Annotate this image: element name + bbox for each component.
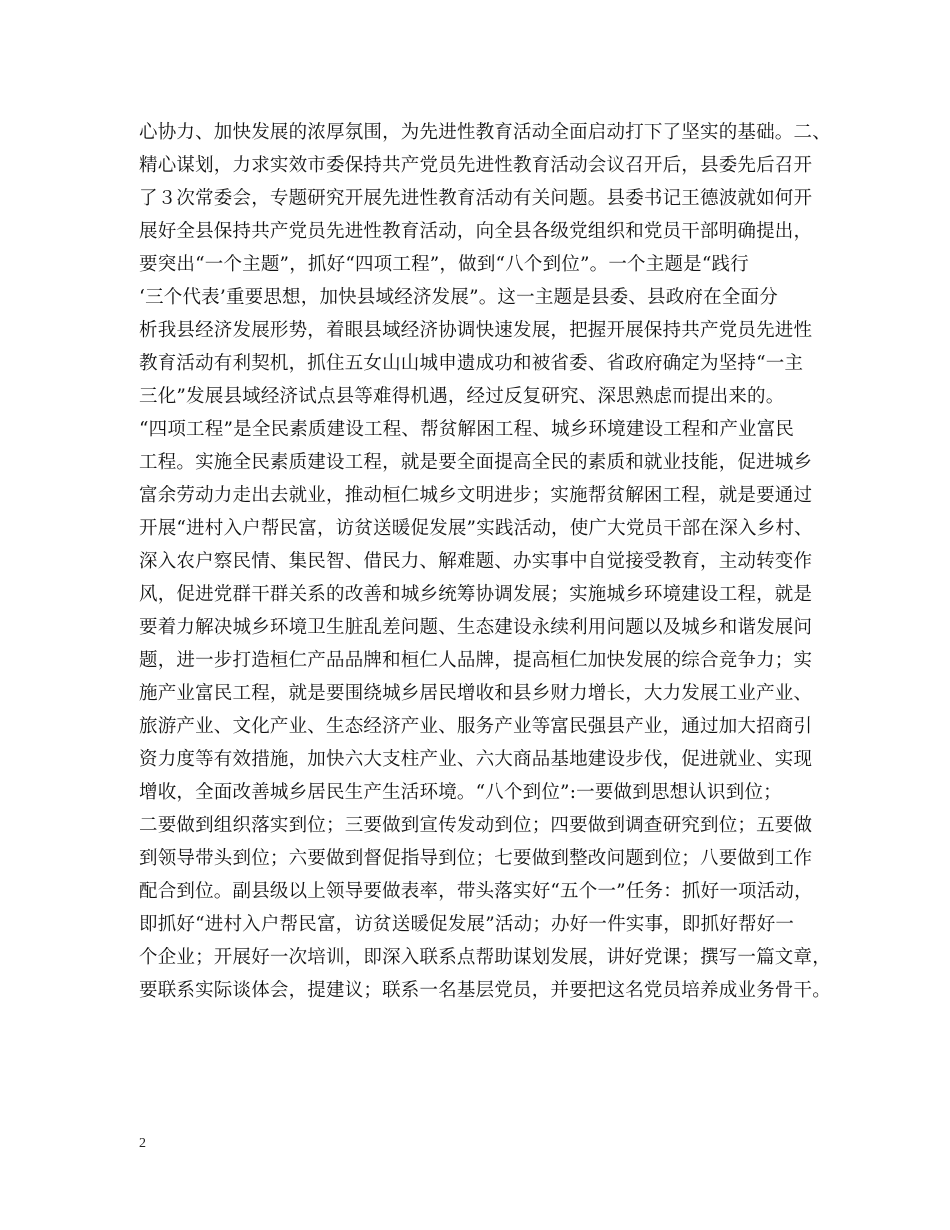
text-line: 题，进一步打造桓仁产品品牌和桓仁人品牌，提高桓仁加快发展的综合竞争力；实 (139, 650, 813, 671)
text-line: 增收，全面改善城乡居民生产生活环境。“八个到位”:一要做到思想认识到位； (139, 782, 782, 803)
text-line: 要突出“一个主题”，抓好“四项工程”，做到“八个到位”。一个主题是“践行 (139, 254, 749, 275)
text-line: 要联系实际谈体会，提建议；联系一名基层党员，并要把这名党员培养成业务骨干。 (139, 980, 831, 1001)
text-line: 工程。实施全民素质建设工程，就是要全面提高全民的素质和就业技能，促进城乡 (139, 452, 813, 473)
text-line: 教育活动有利契机，抓住五女山山城申遗成功和被省委、省政府确定为坚持“一主 (139, 353, 804, 374)
text-line: 展好全县保持共产党员先进性教育活动，向全县各级党组织和党员干部明确提出， (139, 221, 813, 242)
text-line: 深入农户察民情、集民智、借民力、解难题、办实事中自觉接受教育，主动转变作 (139, 551, 813, 572)
text-line: 到领导带头到位；六要做到督促指导到位；七要做到整改问题到位；八要做到工作 (139, 848, 813, 869)
text-line: 即抓好“进村入户帮民富，访贫送暖促发展”活动；办好一件实事，即抓好帮好一 (139, 914, 795, 935)
text-line: 二要做到组织落实到位；三要做到宣传发动到位；四要做到调查研究到位；五要做 (139, 815, 813, 836)
text-line: 施产业富民工程，就是要围绕城乡居民增收和县乡财力增长，大力发展工业产业、 (139, 683, 813, 704)
text-line: “四项工程”是全民素质建设工程、帮贫解困工程、城乡环境建设工程和产业富民 (139, 419, 795, 440)
text-line: 三化”发展县域经济试点县等难得机遇，经过反复研究、深思熟虑而提出来的。 (139, 386, 785, 407)
text-line: 析我县经济发展形势，着眼县域经济协调快速发展，把握开展保持共产党员先进性 (139, 320, 813, 341)
text-line: 开展“进村入户帮民富，访贫送暖促发展”实践活动，使广大党员干部在深入乡村、 (139, 518, 813, 539)
text-line: 要着力解决城乡环境卫生脏乱差问题、生态建设永续利用问题以及城乡和谐发展问 (139, 617, 813, 638)
text-line: 富余劳动力走出去就业，推动桓仁城乡文明进步；实施帮贫解困工程，就是要通过 (139, 485, 813, 506)
text-line: 配合到位。副县级以上领导要做表率，带头落实好“五个一”任务：抓好一项活动， (139, 881, 813, 902)
text-line: 个企业；开展好一次培训，即深入联系点帮助谋划发展，讲好党课；撰写一篇文章， (139, 947, 831, 968)
text-line: 风，促进党群干群关系的改善和城乡统筹协调发展；实施城乡环境建设工程，就是 (139, 584, 813, 605)
text-line: 精心谋划，力求实效市委保持共产党员先进性教育活动会议召开后，县委先后召开 (139, 155, 813, 176)
text-line: 旅游产业、文化产业、生态经济产业、服务产业等富民强县产业，通过加大招商引 (139, 716, 813, 737)
text-line: 了３次常委会，专题研究开展先进性教育活动有关问题。县委书记王德波就如何开 (139, 188, 813, 209)
text-line: ‘三个代表’重要思想，加快县域经济发展”。这一主题是县委、县政府在全面分 (139, 287, 778, 308)
document-body (139, 116, 839, 1007)
page-number: 2 (139, 1136, 146, 1151)
text-line: 资力度等有效措施，加快六大支柱产业、六大商品基地建设步伐，促进就业、实现 (139, 749, 813, 770)
text-line: 心协力、加快发展的浓厚氛围，为先进性教育活动全面启动打下了坚实的基础。二、 (139, 122, 831, 143)
